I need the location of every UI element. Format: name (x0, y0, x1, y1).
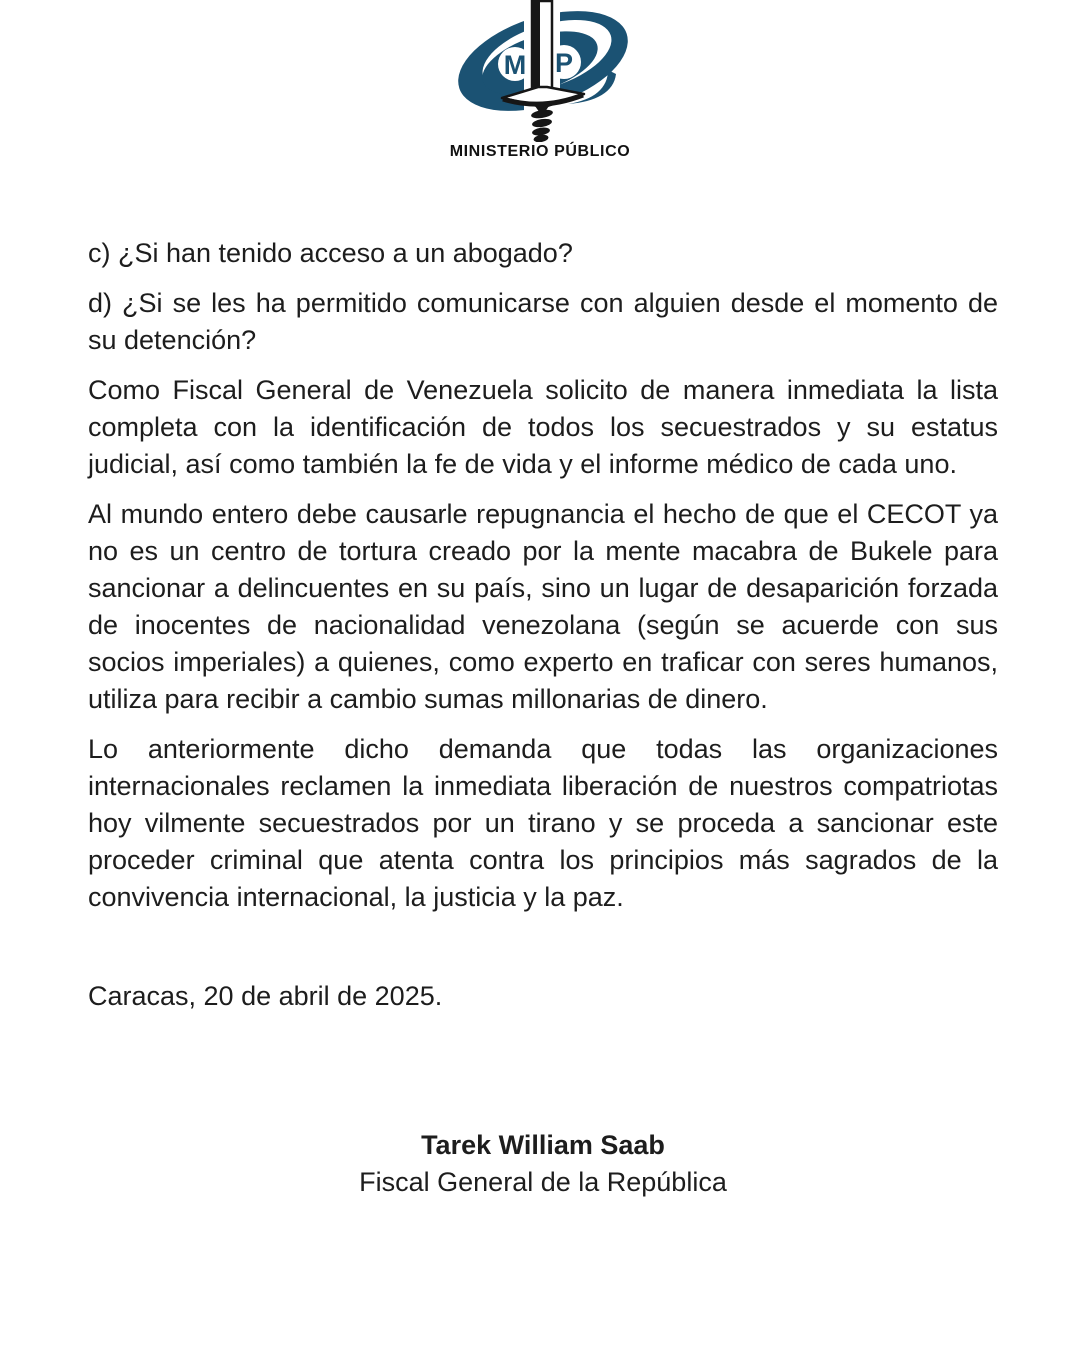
letter-body (0, 235, 1080, 1201)
paragraph-question-c: c) ¿Si han tenido acceso a un abogado? (88, 238, 573, 268)
paragraph-question-d: d) ¿Si se les ha permitido comunicarse con alguien desde el momento de su detención? (88, 288, 998, 355)
seal-letter-m: M (503, 50, 527, 80)
signature-name: Tarek William Saab (421, 1130, 665, 1160)
seal-letter-p: P (554, 48, 574, 78)
letterhead (0, 0, 1080, 161)
paragraph-demand: Lo anteriormente dicho demanda que todas las organizaciones internacionales reclamen la inmediata liberación de nuestros compatriotas hoy vilmente secuestrados por un tirano y se proceda a sancionar este proceder criminal que atenta contra los principios más sagrados de la convivencia internacional, la justicia y la paz. (88, 734, 998, 912)
ministerio-publico-seal-icon (420, 0, 660, 142)
paragraph-cecot: Al mundo entero debe causarle repugnancia el hecho de que el CECOT ya no es un centro de tortura creado por la mente macabra de Bukele para sancionar a delincuentes en su país, sino un lugar de desaparición forzada de inocentes de nacionalidad venezolana (según se acuerde con sus socios imperiales) a quienes, como experto en traficar con seres humanos, utiliza para recibir a cambio sumas millonarias de dinero. (88, 499, 998, 714)
signature-block (88, 1127, 998, 1201)
signature-title: Fiscal General de la República (359, 1167, 727, 1197)
ministerio-publico-wordmark: MINISTERIO PÚBLICO (449, 143, 631, 160)
paragraph-request-list: Como Fiscal General de Venezuela solicito de manera inmediata la lista completa con la identificación de todos los secuestrados y su estatus judicial, así como también la fe de vida y el informe médico de cada uno. (88, 375, 998, 479)
dateline: Caracas, 20 de abril de 2025. (88, 981, 443, 1011)
